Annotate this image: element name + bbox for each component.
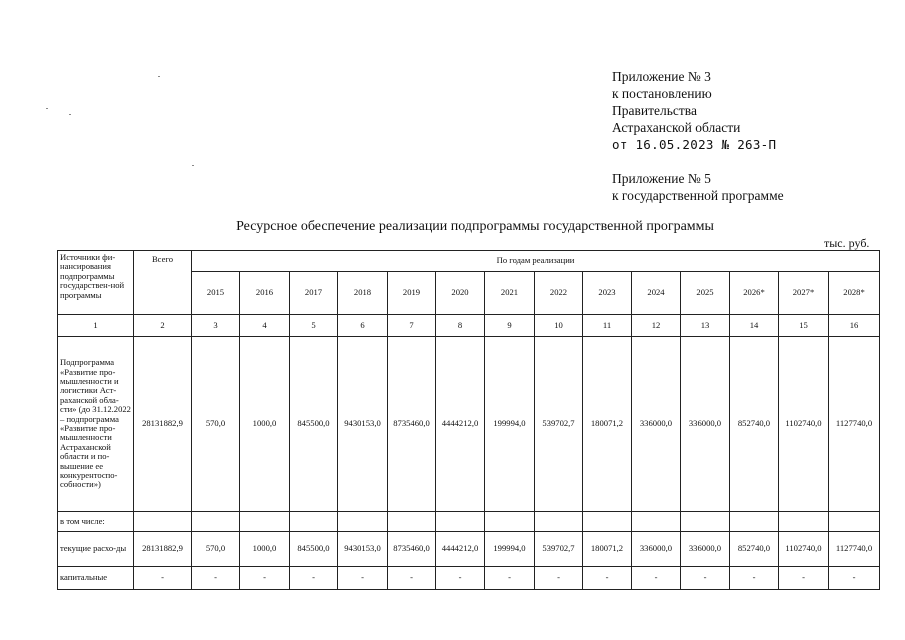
- cell-value: 4444212,0: [436, 337, 485, 512]
- column-number: 3: [192, 315, 240, 337]
- appendix-5-line-2: к государственной программе: [612, 188, 784, 203]
- cell-value: 336000,0: [632, 532, 681, 567]
- year-header: 2020: [436, 272, 485, 315]
- scan-speck: [46, 108, 48, 109]
- row-label-capital: капитальные: [58, 567, 134, 590]
- cell-value: [730, 512, 779, 532]
- cell-value: -: [730, 567, 779, 590]
- column-number: 16: [829, 315, 880, 337]
- cell-value: 336000,0: [681, 337, 730, 512]
- cell-value: -: [681, 567, 730, 590]
- header-spacer: [612, 153, 784, 170]
- cell-value: 1000,0: [240, 337, 290, 512]
- column-number: 14: [730, 315, 779, 337]
- appendix-3-line-3: Правительства: [612, 103, 697, 118]
- cell-value: -: [632, 567, 681, 590]
- year-header: 2016: [240, 272, 290, 315]
- resolution-date-number: от 16.05.2023 № 263-П: [612, 137, 777, 152]
- cell-total: 28131882,9: [134, 337, 192, 512]
- units-label: тыс. руб.: [824, 236, 870, 250]
- column-number: 2: [134, 315, 192, 337]
- cell-value: [290, 512, 338, 532]
- cell-value: 570,0: [192, 337, 240, 512]
- cell-value: 180071,2: [583, 337, 632, 512]
- cell-value: 852740,0: [730, 337, 779, 512]
- cell-value: [192, 512, 240, 532]
- appendix-header: [612, 68, 784, 204]
- year-header: 2019: [388, 272, 436, 315]
- cell-value: [338, 512, 388, 532]
- table-row-subprogram: [58, 337, 880, 512]
- year-header: 2015: [192, 272, 240, 315]
- appendix-3-line-1: Приложение № 3: [612, 69, 711, 84]
- column-number: 12: [632, 315, 681, 337]
- cell-value: -: [388, 567, 436, 590]
- year-header: 2025: [681, 272, 730, 315]
- column-number: 5: [290, 315, 338, 337]
- cell-value: -: [240, 567, 290, 590]
- cell-value: 8735460,0: [388, 532, 436, 567]
- scan-speck: [192, 165, 194, 166]
- cell-value: -: [583, 567, 632, 590]
- cell-value: [436, 512, 485, 532]
- cell-value: 570,0: [192, 532, 240, 567]
- year-header: 2028*: [829, 272, 880, 315]
- column-number: 9: [485, 315, 535, 337]
- appendix-5-line-1: Приложение № 5: [612, 171, 711, 186]
- cell-value: 1102740,0: [779, 337, 829, 512]
- scan-speck: [158, 76, 160, 77]
- cell-value: 336000,0: [681, 532, 730, 567]
- row-label-subprogram: Подпрограмма «Развитие про-мышленности и логистики Аст-раханской обла-сти» (до 31.12.2022 – подпрограмма «Развитие про-мышленности Астраханской области и по-вышение ее конкурентоспо-собности»): [58, 337, 134, 512]
- year-header: 2022: [535, 272, 583, 315]
- years-group-header: По годам реализации: [192, 251, 880, 272]
- year-header: 2027*: [779, 272, 829, 315]
- cell-value: 539702,7: [535, 337, 583, 512]
- cell-value: 8735460,0: [388, 337, 436, 512]
- table-header-row-1: [58, 251, 880, 272]
- cell-value: 1000,0: [240, 532, 290, 567]
- document-title: Ресурсное обеспечение реализации подпрограммы государственной программы: [236, 219, 714, 234]
- cell-value: -: [290, 567, 338, 590]
- cell-value: -: [535, 567, 583, 590]
- cell-value: -: [192, 567, 240, 590]
- column-number: 4: [240, 315, 290, 337]
- cell-value: 336000,0: [632, 337, 681, 512]
- column-number: 1: [58, 315, 134, 337]
- cell-value: -: [829, 567, 880, 590]
- cell-value: 199994,0: [485, 532, 535, 567]
- year-header: 2024: [632, 272, 681, 315]
- column-number: 13: [681, 315, 730, 337]
- cell-total: [134, 512, 192, 532]
- cell-value: [583, 512, 632, 532]
- cell-value: [485, 512, 535, 532]
- column-number: 15: [779, 315, 829, 337]
- cell-value: 4444212,0: [436, 532, 485, 567]
- year-header: 2026*: [730, 272, 779, 315]
- cell-value: [388, 512, 436, 532]
- cell-value: 9430153,0: [338, 532, 388, 567]
- column-number: 8: [436, 315, 485, 337]
- appendix-3-line-2: к постановлению: [612, 86, 712, 101]
- cell-value: [829, 512, 880, 532]
- cell-value: [535, 512, 583, 532]
- cell-value: 199994,0: [485, 337, 535, 512]
- total-column-header: Всего: [134, 251, 192, 315]
- row-label-current-expenses: текущие расхо-ды: [58, 532, 134, 567]
- column-number: 7: [388, 315, 436, 337]
- year-header: 2017: [290, 272, 338, 315]
- cell-value: 1127740,0: [829, 337, 880, 512]
- cell-total: 28131882,9: [134, 532, 192, 567]
- table-row-capital: [58, 567, 880, 590]
- cell-value: [632, 512, 681, 532]
- cell-value: 9430153,0: [338, 337, 388, 512]
- column-number: 6: [338, 315, 388, 337]
- cell-value: 1127740,0: [829, 532, 880, 567]
- cell-value: [779, 512, 829, 532]
- column-number-row: [58, 315, 880, 337]
- cell-value: [240, 512, 290, 532]
- cell-value: 1102740,0: [779, 532, 829, 567]
- scan-speck: [69, 114, 71, 115]
- cell-total: -: [134, 567, 192, 590]
- column-number: 10: [535, 315, 583, 337]
- year-header: 2021: [485, 272, 535, 315]
- source-column-header: Источники фи-нансирования подпрограммы государствен-ной программы: [58, 251, 134, 315]
- column-number: 11: [583, 315, 632, 337]
- cell-value: 539702,7: [535, 532, 583, 567]
- cell-value: -: [436, 567, 485, 590]
- appendix-3-line-4: Астраханской области: [612, 120, 741, 135]
- cell-value: [681, 512, 730, 532]
- cell-value: 845500,0: [290, 532, 338, 567]
- cell-value: -: [779, 567, 829, 590]
- cell-value: -: [338, 567, 388, 590]
- cell-value: 845500,0: [290, 337, 338, 512]
- row-label-including: в том числе:: [58, 512, 134, 532]
- table-row-including: [58, 512, 880, 532]
- resource-table: [57, 250, 880, 590]
- cell-value: 852740,0: [730, 532, 779, 567]
- year-header: 2018: [338, 272, 388, 315]
- table-row-current-expenses: [58, 532, 880, 567]
- cell-value: 180071,2: [583, 532, 632, 567]
- year-header: 2023: [583, 272, 632, 315]
- cell-value: -: [485, 567, 535, 590]
